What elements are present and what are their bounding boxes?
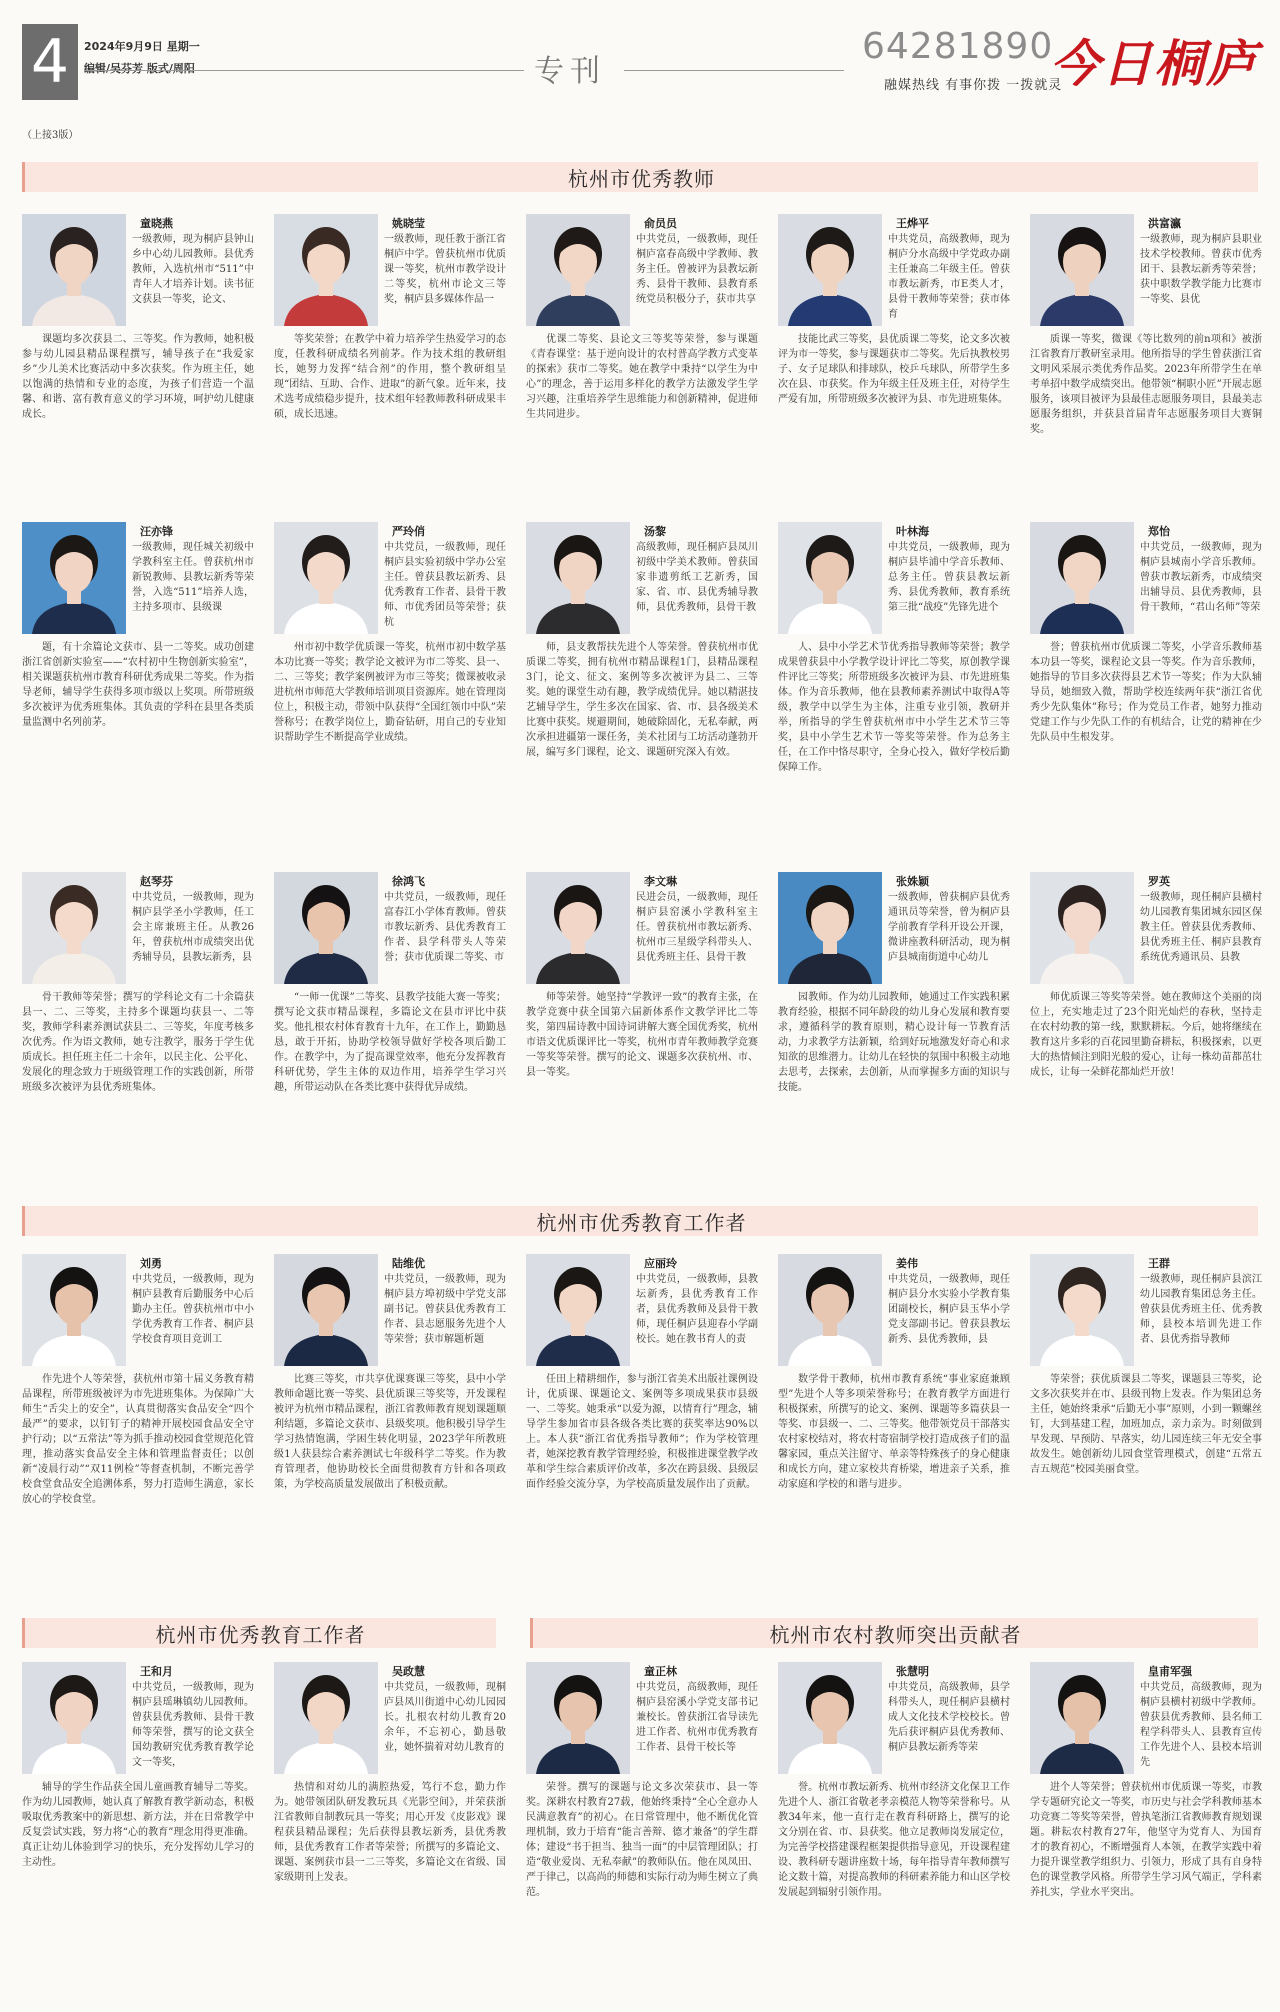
teacher-profile-card — [778, 872, 1010, 1172]
teacher-name: 俞员员 — [644, 217, 677, 230]
portrait-illustration — [22, 1254, 126, 1366]
section-title: 杭州市农村教师突出贡献者 — [769, 1622, 1022, 1647]
teacher-bio: 园教师。作为幼儿园教师，她通过工作实践积累教育经验，根据不同年龄段的幼儿身心发展和教育要求，遵循科学的教育原则，精心设计每一节教育活动，力求教学方法新颖，给到好玩地激发好奇心和求知欲的思维潜力。让幼儿在轻快的氛围中积极主动地去思考，去探索，去创新，从而掌握多方面的知识与技能。 — [778, 992, 1010, 1093]
teacher-name: 严玲俏 — [392, 525, 425, 538]
portrait-photo — [1030, 1662, 1134, 1774]
teacher-intro: 中共党员，一级教师，现为桐庐县毕浦中学音乐教师、总务主任。曾获县教坛新秀、县优秀教师，教育系统第三批“战疫”先锋先进个 — [888, 542, 1010, 613]
portrait-illustration — [274, 872, 378, 984]
portrait-illustration — [1030, 1254, 1134, 1366]
teacher-profile-card — [1030, 522, 1262, 822]
teacher-bio: 师，县支教帮扶先进个人等荣誉。曾获杭州市优质课二等奖，拥有杭州市精品课程1门，县精品课程3门，论文、征文、案例等多次被评为县二、三等奖。她的课堂生动有趣，教学成绩优异。她以精湛技艺辅导学生，学生多次在国家、省、市、县各级美术比赛中获奖。规避期间，她破除固化，无私奉献，两次承担进疆第一课任务，美术社团与工坊活动蓬勃开展，编写多门课程，论文、课题研究深入有效。 — [526, 642, 758, 758]
teacher-bio: 师等荣誉。她坚持“学教评一致”的教育主张，在教学竞赛中获全国第六届新体系作文教学评比二等奖，第四届诗教中国诗词讲解大赛全国优秀奖，杭州市语文优质课评比一等奖，杭州市青年教师教学竞赛一等奖等荣誉。撰写的论文、课题多次获杭州、市、县一等奖。 — [526, 992, 758, 1078]
teacher-bio: 优课二等奖、县论文三等奖等荣誉，参与课题《青春课堂：基于逆向设计的农村普高学教方式变革的探索》获市二等奖。她在教学中秉持“以学生为中心”的理念，善于运用多样化的教学方法激发学生学习兴趣，注重培养学生思维能力和创新精神，促进师生共同进步。 — [526, 334, 758, 420]
portrait-illustration — [22, 872, 126, 984]
teacher-name: 童正林 — [644, 1665, 677, 1678]
portrait-photo — [778, 1662, 882, 1774]
teacher-profile-card — [22, 872, 254, 1172]
teacher-name: 刘勇 — [140, 1257, 162, 1270]
teacher-bio: 进个人等荣誉；曾获杭州市优质课一等奖，市教学专题研究论文一等奖，市历史与社会学科教师基本功竞赛二等奖等荣誉，曾执笔浙江省教师教育规划课题。耕耘农村教育27年，他坚守为党育人、为国育才的教育初心，不断增强育人本领，在教学实践中着力提升课堂教学组织力、引领力，形成了具有自身特色的课堂教学风格。所带学生学习风气端正，学科素养扎实，学业水平突出。 — [1030, 1782, 1262, 1898]
teacher-intro: 一级教师，现任教于浙江省桐庐中学。曾获杭州市优质课一等奖，杭州市教学设计二等奖，杭州市论文三等奖，桐庐县多媒体作品一 — [384, 234, 506, 305]
section-banner-excellent-teachers — [22, 162, 1258, 192]
portrait-photo — [1030, 1254, 1134, 1366]
teacher-intro: 中共党员，高级教师，现任桐庐县窑溪小学党支部书记兼校长。曾获浙江省导读先进工作者、杭州市优秀教育工作者、县骨干校长等 — [636, 1682, 758, 1753]
teacher-intro: 中共党员，一级教师，现为桐庐县学圣小学教师，任工会主席兼班主任。从教26年，曾获杭州市成绩突出优秀辅导员，县教坛新秀，县 — [132, 892, 254, 963]
portrait-illustration — [526, 872, 630, 984]
teacher-name: 洪富瀛 — [1148, 217, 1181, 230]
editor-credits: 编辑/吴芬芳 版式/周阳 — [84, 62, 195, 75]
teacher-bio: 等荣誉；获优质课县二等奖，课题县三等奖，论文多次获奖并在市、县级刊物上发表。作为集团总务主任，她始终秉承“后勤无小事”原则，小到一颗螺丝钉，大到基建工程，加班加点，亲力亲为。时刻做到早发现、早预防、早落实，幼儿园连续三年无安全事故发生。她创新幼儿园食堂管理模式，创建“五常五吉五规范”校园美丽食堂。 — [1030, 1374, 1262, 1475]
teacher-intro: 一级教师，曾获桐庐县优秀通讯员等荣誉，曾为桐庐县学前教育学科开设公开课，微讲座教科研活动，现为桐庐县城南街道中心幼儿 — [888, 892, 1010, 963]
portrait-photo — [778, 522, 882, 634]
teacher-profile-card — [22, 522, 254, 822]
teacher-intro: 中共党员，一级教师，现为桐庐县教育后勤服务中心后勤办主任。曾获杭州市中小学优秀教育工作者、桐庐县学校食育项目竞训工 — [132, 1274, 254, 1345]
portrait-illustration — [1030, 872, 1134, 984]
teacher-name: 皇甫军强 — [1148, 1665, 1192, 1678]
teacher-intro: 中共党员，一级教师，现为桐庐县城南小学音乐教师。曾获市教坛新秀，市成绩突出辅导员、县优秀教师，县骨干教师，“君山名师”等荣 — [1140, 542, 1262, 613]
teacher-name: 陆维优 — [392, 1257, 425, 1270]
teacher-name: 姜伟 — [896, 1257, 918, 1270]
teacher-name: 赵琴芬 — [140, 875, 173, 888]
teacher-bio: 比赛三等奖，市共享优课赛课三等奖，县中小学教师命题比赛一等奖、县优质课三等奖等，开发课程被评为杭州市精品课程，浙江省教师教育规划课题顺利结题，多篇论文获市、县级奖项。他积极引导学生学习热情饱满，学困生转化明显，2023学年所教班级1人获县综合素养测试七年级科学二等奖。作为教育管理者，他协助校长全面贯彻教育方针和各项政策，为学校高质量发展做出了积极贡献。 — [274, 1374, 506, 1490]
teacher-name: 李文琳 — [644, 875, 677, 888]
portrait-photo — [778, 1254, 882, 1366]
portrait-illustration — [1030, 1662, 1134, 1774]
teacher-profile-card — [526, 872, 758, 1172]
portrait-photo — [526, 872, 630, 984]
teacher-name: 童晓燕 — [140, 217, 173, 230]
teacher-bio: 辅导的学生作品获全国儿童画教育辅导二等奖。作为幼儿园教师，她认真了解教育教学新动态，积极吸取优秀教案中的新思想、新方法，并在日常教学中反复尝试实践，努力将“心的教育”理念用得更准确。真正让幼儿体验到学习的快乐，充分发挥幼儿学习的主动性。 — [22, 1782, 254, 1868]
portrait-illustration — [1030, 214, 1134, 326]
portrait-illustration — [778, 522, 882, 634]
portrait-photo — [22, 522, 126, 634]
masthead-rule-left — [84, 70, 524, 71]
portrait-photo — [1030, 522, 1134, 634]
teacher-intro: 一级教师，现为桐庐县钟山乡中心幼儿园教师。县优秀教师，入选杭州市“511”中青年人才培养计划。读书征文获县一等奖，论文、 — [132, 234, 254, 305]
teacher-intro: 中共党员，高级教师，现为桐庐分水高级中学党政办副主任兼高二年级主任。曾获市教坛新秀，市E类人才，县骨干教师等荣誉；获市体育 — [888, 234, 1010, 320]
teacher-intro: 中共党员，一级教师，现桐庐县凤川街道中心幼儿园园长。扎根农村幼儿教育20余年，不忘初心，勤恳敬业，她怀揣着对幼儿教育的 — [384, 1682, 506, 1753]
teacher-profile-card — [22, 214, 254, 514]
portrait-photo — [1030, 214, 1134, 326]
portrait-illustration — [526, 522, 630, 634]
teacher-intro: 中共党员，一级教师，现任桐庐县分水实验小学教育集团副校长，桐庐县玉华小学党支部副书记。曾获县教坛新秀、县优秀教师，县 — [888, 1274, 1010, 1345]
portrait-photo — [526, 1254, 630, 1366]
portrait-illustration — [22, 214, 126, 326]
section-title: 杭州市优秀教育工作者 — [155, 1622, 366, 1647]
teacher-bio: “一师一优课”二等奖、县教学技能大赛一等奖；撰写论文获市精品课程，多篇论文在县市评比中获奖。他扎根农村体育教育十九年，在工作上，勤勤恳恳，敢于开拓，协助学校领导做好学校各项后勤工作。在教学中，为了提高课堂效率，他充分发挥教育科研优势，学生主体的双边作用，培养学生学习兴趣，所带运动队在各类比赛中获得优异成绩。 — [274, 992, 506, 1093]
teacher-name: 张姝颖 — [896, 875, 929, 888]
teacher-intro: 中共党员，一级教师，现任富春江小学体育教师。曾获市教坛新秀、县优秀教育工作者、县学科带头人等荣誉；获市优质课二等奖、市 — [384, 892, 506, 963]
teacher-intro: 中共党员，高级教师，现为桐庐县横村初级中学教师。曾获县优秀教师、县名师工程学科带头人、县教育宣传工作先进个人、县校本培训先 — [1140, 1682, 1262, 1768]
portrait-photo — [22, 214, 126, 326]
hotline-number: 64281890 — [862, 26, 1054, 67]
teacher-bio: 荣誉。撰写的课题与论文多次荣获市、县一等奖。深耕农村教育27载，他始终秉持“全心全意办人民满意教育”的初心。在日常管理中，他不断优化管理机制，致力于培育“能言善辩、德才兼备”的学生群体；建设“书于担当、独当一面”的中层管理团队；打造“敬业爱岗、无私奉献”的教师队伍。他在凤凤田、严于律己，以高尚的师德和实际行动为师生树立了典范。 — [526, 1782, 758, 1898]
teacher-profile-card — [778, 214, 1010, 514]
teacher-intro: 中共党员，一级教师，现任桐庐富春高级中学教师、教务主任。曾被评为县教坛新秀、县骨干教师、县教育系统党员积极分子，获市共享 — [636, 234, 758, 305]
teacher-profile-card — [1030, 214, 1262, 514]
portrait-photo — [526, 522, 630, 634]
teacher-profile-card — [274, 1254, 506, 1554]
portrait-photo — [778, 214, 882, 326]
portrait-photo — [274, 872, 378, 984]
teacher-name: 张慧明 — [896, 1665, 929, 1678]
masthead-rule-right — [624, 70, 844, 71]
issue-date: 2024年9月9日 星期一 — [84, 40, 200, 53]
teacher-profile-card — [22, 1254, 254, 1554]
section-banner-excellent-educators — [22, 1206, 1258, 1236]
section-title: 杭州市优秀教师 — [568, 166, 715, 191]
teacher-intro: 中共党员，一级教师，县教坛新秀，县优秀教育工作者，县优秀教师及县骨干教师，现任桐庐县迎春小学副校长。她在教书育人的责 — [636, 1274, 758, 1345]
teacher-intro: 中共党员，一级教师，现为桐庐县方埠初级中学党支部副书记。曾获县优秀教育工作者、县志愿服务先进个人等荣誉；获市解题析题 — [384, 1274, 506, 1345]
teacher-bio: 技能比武三等奖，县优质课二等奖，论文多次被评为市一等奖，参与课题获市二等奖。先后执教校男子、女子足球队和排球队，校乒乓球队，所带学生多次在县、市获奖。作为年级主任及班主任，对待学生严爱有加，所带班级多次被评为县、市先进班集体。 — [778, 334, 1010, 405]
portrait-illustration — [778, 1662, 882, 1774]
teacher-profile-card — [526, 522, 758, 822]
teacher-name: 王和月 — [140, 1665, 173, 1678]
teacher-intro: 高级教师，现任桐庐县凤川初级中学美术教师。曾获国家非遗剪纸工艺新秀，国家、省、市、县优秀辅导教师，县优秀教师，县骨干教 — [636, 542, 758, 613]
portrait-photo — [22, 1662, 126, 1774]
teacher-profile-card — [526, 214, 758, 514]
portrait-photo — [1030, 872, 1134, 984]
portrait-illustration — [22, 522, 126, 634]
hotline-slogan: 融媒热线 有事你拨 一拨就灵 — [884, 78, 1063, 93]
section-title: 杭州市优秀教育工作者 — [536, 1210, 747, 1235]
teacher-bio: 任田上精耕细作，参与浙江省美术出版社课例设计，优质课、课题论文、案例等多项成果获市县级一、二等奖。她秉承“以爱为源，以情育行”理念，辅导学生参加省市县各级各类比赛的获奖率达90%以上。本人获“浙江省优秀指导教师”；作为学校管理者，她深挖教育教学管理经验，积极推进课堂教学改革和学生综合素质评价改革，多次在跨县级、县级层面作经验交流分享，为学校高质量发展作出了贡献。 — [526, 1374, 758, 1490]
teacher-name: 汤黎 — [644, 525, 666, 538]
teacher-bio: 誉。杭州市教坛新秀、杭州市经济文化保卫工作先进个人、浙江省敬老孝亲模范人物等荣誉称号。从教34年来，他一直行走在教育科研路上，撰写的论文分别在省、市、县获奖。他立足教师岗发展定位，为完善学校搭建课程框架提供指导意见，开设课程建设、教科研专题讲座数十场，每年指导青年教师撰写论文数十篇，对提高教师的科研素养能力和山区学校发展起到辐射引领作用。 — [778, 1782, 1010, 1898]
portrait-illustration — [1030, 522, 1134, 634]
portrait-illustration — [274, 214, 378, 326]
portrait-illustration — [778, 872, 882, 984]
teacher-name: 郑怡 — [1148, 525, 1170, 538]
teacher-intro: 中共党员，一级教师，现任桐庐县实验初级中学办公室主任。曾获县教坛新秀、县优秀教育工作者、县骨干教师、市优秀团员等荣誉；获杭 — [384, 542, 506, 628]
teacher-profile-card — [1030, 872, 1262, 1172]
teacher-profile-card — [778, 1254, 1010, 1554]
portrait-illustration — [526, 1254, 630, 1366]
portrait-illustration — [274, 522, 378, 634]
portrait-photo — [778, 872, 882, 984]
portrait-photo — [22, 872, 126, 984]
teacher-profile-card — [1030, 1254, 1262, 1554]
teacher-bio: 热情和对幼儿的满腔热爱，笃行不怠，勤力作为。她带领团队研发教玩具《光影空间》，并荣获浙江省教师自制教玩具一等奖；用心开发《皮影戏》课程获县精品课程；先后获得县教坛新秀，县优秀教师，县优秀教育工作者等荣誉；所撰写的多篇论文、课题、案例获市县一二三等奖，多篇论文在省级、国家级期刊上发表。 — [274, 1782, 506, 1883]
teacher-bio: 州市初中数学优质课一等奖，杭州市初中数学基本功比赛一等奖；教学论文被评为市二等奖、县一、二、三等奖；教学案例被评为市三等奖；微课被收录进杭州市师范大学教师培训项目资源库。她在管理岗位上，积极主动，带领中队获得“全国红领巾中队”荣誉称号；在教学岗位上，勤奋钻研，用自己的专业知识帮助学生不断提高学业成绩。 — [274, 642, 506, 743]
teacher-intro: 一级教师，现任桐庐县横村幼儿园教育集团城东园区保教主任。曾获县优秀教师、县优秀班主任、桐庐县教育系统优秀通讯员、县教 — [1140, 892, 1262, 963]
teacher-profile-card — [22, 1662, 254, 1962]
teacher-profile-card — [274, 872, 506, 1172]
continued-from-note: （上接3版） — [22, 130, 79, 141]
page-number: 4 — [22, 24, 78, 100]
teacher-intro: 中共党员，一级教师，现为桐庐县瑶琳镇幼儿园教师。曾获县优秀教师、县骨干教师等荣誉，撰写的论文获全国幼教研究优秀教育教学论文一等奖， — [132, 1682, 254, 1768]
teacher-bio: 人、县中小学艺术节优秀指导教师等荣誉；教学成果曾获县中小学教学设计评比二等奖，原创教学课件评比三等奖；所带班级多次被评为县、市先进班集体。作为音乐教师，他在县教师素养测试中取得A等级，教学中以学生为主体，注重专业引领，教研并举，所指导的学生曾获杭州市中小学生艺术节三等奖，县中小学生艺术节一等奖等荣誉。作为总务主任，在工作中恪尽职守，全身心投入，做好学校后勤保障工作。 — [778, 642, 1010, 773]
teacher-name: 叶林海 — [896, 525, 929, 538]
teacher-bio: 骨干教师等荣誉；撰写的学科论文有二十余篇获县一、二、三等奖，主持多个课题均获县一、二等奖，教师学科素养测试获县二、三等奖，年度考核多次优秀。作为语文教师，她专注教学，服务于学生优质成长。担任班主任二十余年，以民主化、公平化、发展化的理念致力于班级管理工作的实践创新，所带班级多次被评为县优秀班集体。 — [22, 992, 254, 1093]
teacher-profile-card — [778, 1662, 1010, 1962]
teacher-name: 汪亦锋 — [140, 525, 173, 538]
portrait-photo — [526, 214, 630, 326]
teacher-bio: 质课一等奖，微课《等比数列的前n项和》被浙江省教育厅教研室录用。他所指导的学生曾获浙江省文明风采展示类优秀作品奖。2023年所带学生在单考单招中数学成绩突出。他带领“桐职小匠”开展志愿服务，该项目被评为县最佳志愿服务项目，县最美志愿服务组织，并获县首届青年志愿服务项目大赛铜奖。 — [1030, 334, 1262, 435]
teacher-intro: 一级教师，现任城关初级中学教科室主任。曾获杭州市新锐教师、县教坛新秀等荣誉，入选“511”培养人选，主持多项市、县级课 — [132, 542, 254, 613]
teacher-bio: 题，有十余篇论文获市、县一二等奖。成功创建浙江省创新实验室——“农村初中生物创新实验室”，相关课题获杭州市教育科研优秀成果二等奖。作为指导老师，辅导学生获得多项市级以上奖项。所带班级多次被评为优秀班集体。其负责的学科在县里各类质量监测中名列前茅。 — [22, 642, 254, 728]
teacher-profile-card — [274, 214, 506, 514]
portrait-photo — [22, 1254, 126, 1366]
portrait-illustration — [274, 1662, 378, 1774]
teacher-profile-card — [778, 522, 1010, 822]
portrait-illustration — [274, 1254, 378, 1366]
newspaper-logo: 今日桐庐 — [1050, 34, 1258, 93]
section-name: 专刊 — [534, 54, 606, 89]
teacher-intro: 一级教师，现为桐庐县职业技术学校教师。曾获市优秀团干、县教坛新秀等荣誉；获中职数学教学能力比赛市一等奖、县优 — [1140, 234, 1262, 305]
teacher-name: 罗英 — [1148, 875, 1170, 888]
teacher-bio: 等奖荣誉；在教学中着力培养学生热爱学习的态度，任教科研成绩名列前茅。作为技术组的教研组长，她努力发挥“结合剂”的作用，整个教研组呈现“团结、互助、合作、进取”的新气象。近年来，技术选考成绩稳步提升，技术组年轻教师教科研成果丰硕，成长迅速。 — [274, 334, 506, 420]
portrait-photo — [274, 1254, 378, 1366]
teacher-bio: 课题均多次获县二、三等奖。作为教师，她积极参与幼儿园县精品课程撰写，辅导孩子在“我爱家乡”少儿美术比赛活动中多次获奖。作为班主任，她以饱满的热情和专业的态度，为孩子们营造一个温馨、和谐、富有教育意义的学习环境，呵护幼儿健康成长。 — [22, 334, 254, 420]
teacher-profile-card — [526, 1254, 758, 1554]
teacher-bio: 数学骨干教师，杭州市教育系统“事业家庭兼顾型”先进个人等多项荣誉称号；在教育教学方面进行积极探索，所撰写的论文、案例、课题等多篇获县一等奖、市县级一、二、三等奖。他带领党员干部落实农村家校结对，将农村寄宿制学校打造成孩子们的温馨家园，重点关注留守、单亲等特殊孩子的身心健康和成长方向，建立家校共育桥梁，增进亲子关系，推动家庭和学校的和谐与进步。 — [778, 1374, 1010, 1490]
teacher-intro: 中共党员，高级教师，县学科带头人，现任桐庐县横村成人文化技术学校校长。曾先后获评桐庐县优秀教师、桐庐县教坛新秀等荣 — [888, 1682, 1010, 1753]
masthead — [0, 0, 1280, 120]
teacher-bio: 誉；曾获杭州市优质课二等奖，小学音乐教师基本功县一等奖，课程论文县一等奖。作为音乐教师，她指导的节目多次获得县艺术节一等奖；作为大队辅导员，她细致入微，帮助学校连续两年获“浙江省优秀少先队集体”称号；作为党员工作者，她努力推动党建工作与少先队工作的有机结合，让党的精神在少先队员中生根发芽。 — [1030, 642, 1262, 743]
portrait-illustration — [526, 1662, 630, 1774]
teacher-profile-card — [1030, 1662, 1262, 1962]
teacher-name: 姚晓莹 — [392, 217, 425, 230]
teacher-name: 徐鸿飞 — [392, 875, 425, 888]
portrait-photo — [274, 522, 378, 634]
teacher-profile-card — [274, 522, 506, 822]
portrait-illustration — [22, 1662, 126, 1774]
portrait-illustration — [526, 214, 630, 326]
teacher-bio: 作先进个人等荣誉，获杭州市第十届义务教育精品课程，所带班级被评为市先进班集体。为保障广大师生“舌尖上的安全”，认真贯彻落实食品安全“四个最严”的要求，以钉钉子的精神开展校园食品安全守护行动；以“五常法”等为抓手推动校园食堂规范化管理，推动落实食品安全主体和管理监督责任；以创新“凌晨行动”“双11例检”等督查机制，不断完善学校食堂食品安全追溯体系，努力打造师生满意，家长放心的学校食堂。 — [22, 1374, 254, 1505]
portrait-illustration — [778, 214, 882, 326]
portrait-illustration — [778, 1254, 882, 1366]
teacher-intro: 一级教师，现任桐庐县滨江幼儿园教育集团总务主任。曾获县优秀班主任、优秀教师，县校本培训先进工作者、县优秀指导教师 — [1140, 1274, 1262, 1345]
teacher-name: 王烨平 — [896, 217, 929, 230]
teacher-name: 王群 — [1148, 1257, 1170, 1270]
teacher-name: 应丽玲 — [644, 1257, 677, 1270]
portrait-photo — [526, 1662, 630, 1774]
teacher-profile-card — [274, 1662, 506, 1962]
section-banner-rural-teachers — [530, 1618, 1258, 1648]
portrait-photo — [274, 1662, 378, 1774]
teacher-intro: 民进会员，一级教师，现任桐庐县窑溪小学教科室主任。曾获杭州市教坛新秀、杭州市三星级学科带头人、县优秀班主任、县骨干教 — [636, 892, 758, 963]
section-banner-excellent-educators-2 — [22, 1618, 496, 1648]
teacher-bio: 师优质课三等奖等荣誉。她在教师这个美丽的岗位上，充实地走过了23个阳光灿烂的春秋，坚持走在农村幼教的第一线，默默耕耘。今后，她将继续在教育这片多彩的百花园里勤奋耕耘，积极探索，以更大的热情倾注到阳光般的爱心，让每一株幼苗都茁壮成长，让每一朵鲜花都灿烂开放！ — [1030, 992, 1262, 1078]
teacher-name: 吴政慧 — [392, 1665, 425, 1678]
teacher-profile-card — [526, 1662, 758, 1962]
portrait-photo — [274, 214, 378, 326]
